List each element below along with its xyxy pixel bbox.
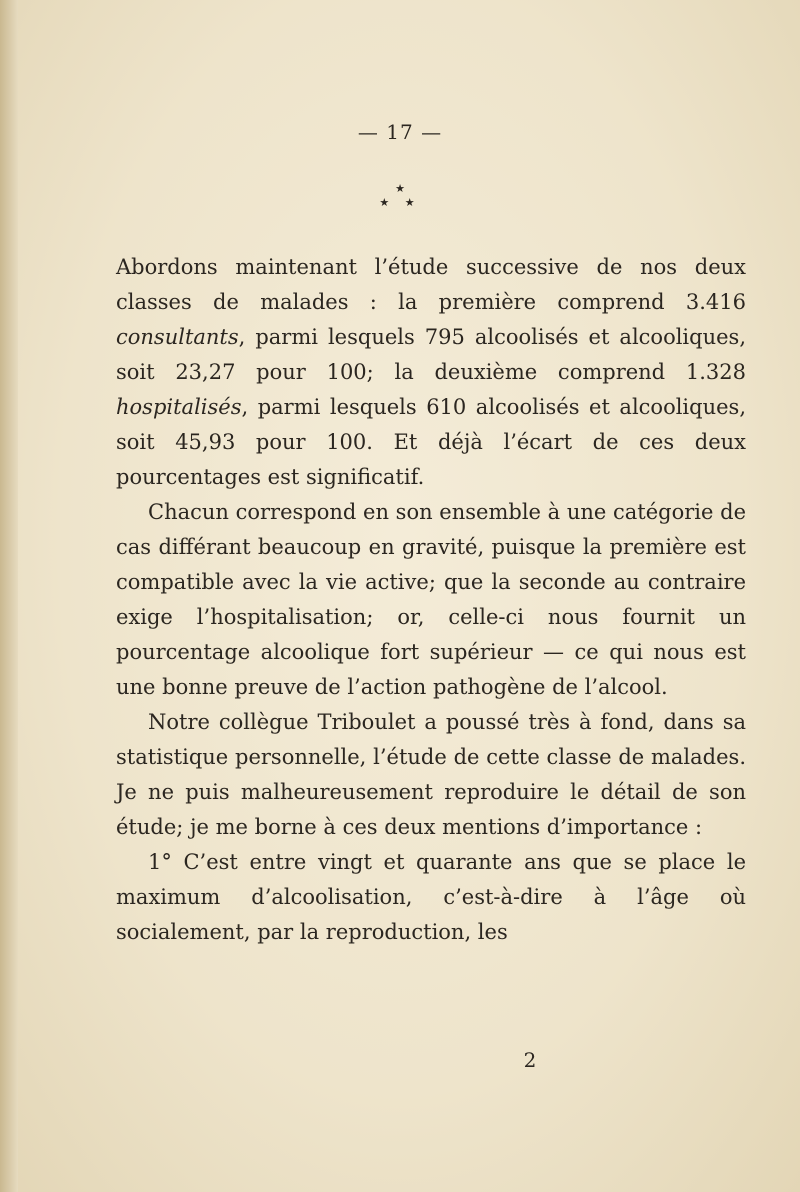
ornament-stars-bottom: ★ ★ (379, 196, 421, 209)
paragraph-1: Abordons maintenant l’étude successive de nos deux classes de malades : la première comprend 3.416 consultants, parmi lesquels 795 alcoolisés et alcooliques, soit 23,27 pour 100; la deuxième comprend 1.328 hospitalisés, parmi lesquels 610 alcoolisés et alcooliques, soit 45,93 pour 100. Et déjà l’écart de ces deux pourcentages est significatif. (116, 255, 746, 489)
signature-mark: 2 (523, 1048, 537, 1072)
section-ornament (0, 182, 800, 210)
page-spine-shadow (0, 0, 18, 1192)
paragraph-4: 1° C’est entre vingt et quarante ans que se place le maximum d’alcoolisation, c’est-à-dire à l’âge où socialement, par la reproduction, les (116, 850, 746, 944)
paragraph-3: Notre collègue Triboulet a poussé très à fond, dans sa statistique personnelle, l’étude de cette classe de malades. Je ne puis malheureusement reproduire le détail de son étude; je me borne à ces deux mentions d’importance : (116, 710, 746, 839)
italic-term-consultants: consultants (116, 325, 239, 349)
italic-term-hospitalises: hospitalisés (116, 395, 242, 419)
ornament-star-top: ★ (395, 182, 405, 195)
paragraph-2: Chacun correspond en son ensemble à une catégorie de cas différant beaucoup en gravité, puisque la première est compatible avec la vie active; que la seconde au contraire exige l’hospitalisation; or, celle-ci nous fournit un pourcentage alcoolique fort supérieur — ce qui nous est une bonne preuve de l’action pathogène de l’alcool. (116, 500, 746, 699)
page-number-header: — 17 — (357, 120, 443, 144)
body-text (116, 250, 746, 950)
